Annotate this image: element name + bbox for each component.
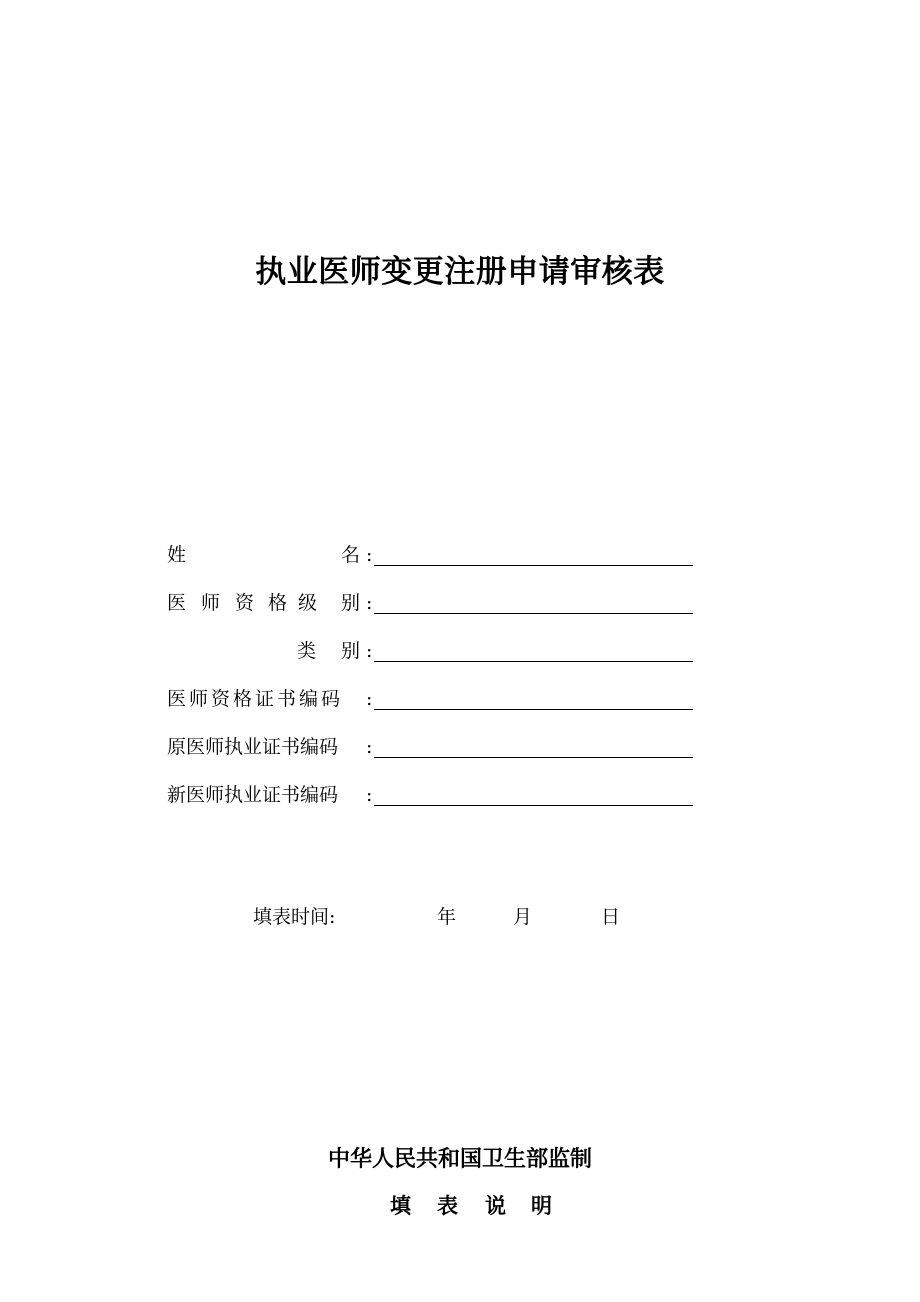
category-label	[167, 636, 373, 666]
qualification-level-label-char: 资	[235, 592, 255, 614]
category-label-char: 类	[297, 640, 317, 662]
qualification-level-label-char: 医	[167, 592, 187, 614]
name-label-char: 名	[341, 544, 361, 566]
old-practice-cert-no-label	[167, 732, 373, 762]
category-label-char: 别	[341, 640, 361, 662]
qualification-cert-no-field	[167, 684, 693, 714]
instructions-heading-char: 明	[531, 1194, 552, 1218]
colon: :	[366, 544, 373, 566]
category-input-line[interactable]	[374, 661, 693, 662]
qualification-cert-no-label	[167, 684, 373, 714]
fill-date-year: 年	[437, 906, 457, 928]
old-practice-cert-no-field	[167, 732, 693, 762]
instructions-heading	[0, 1190, 920, 1220]
fill-date-day: 日	[601, 906, 621, 928]
fill-date-month: 月	[513, 906, 533, 928]
new-practice-cert-no-field	[167, 780, 693, 810]
qualification-level-label	[167, 588, 373, 618]
qualification-level-field	[167, 588, 693, 618]
colon: :	[366, 688, 373, 710]
name-label	[167, 540, 373, 570]
new-practice-cert-no-label	[167, 780, 373, 810]
qualification-level-input-line[interactable]	[374, 613, 693, 614]
name-label-char: 姓	[167, 544, 187, 566]
qualification-cert-no-label-text: 医师资格证书编码	[167, 688, 344, 710]
qualification-level-label-char: 师	[201, 592, 221, 614]
supervisor-text: 中华人民共和国卫生部监制	[327, 1147, 592, 1172]
qualification-level-label-char: 级	[298, 592, 318, 614]
colon: :	[366, 640, 373, 662]
fill-date-row	[0, 902, 920, 932]
form-title: 执业医师变更注册申请审核表	[255, 254, 665, 290]
colon: :	[366, 592, 373, 614]
old-practice-cert-no-label-text: 原医师执业证书编码	[167, 736, 339, 758]
instructions-heading-char: 表	[437, 1194, 458, 1218]
qualification-cert-no-input-line[interactable]	[374, 709, 693, 710]
instructions-heading-char: 填	[390, 1194, 411, 1218]
colon: :	[366, 784, 373, 806]
instructions-heading-char: 说	[485, 1194, 506, 1218]
qualification-level-label-char: 格	[268, 592, 288, 614]
old-practice-cert-no-input-line[interactable]	[374, 757, 693, 758]
fill-date-label: 填表时间:	[253, 906, 336, 928]
name-field	[167, 540, 693, 570]
qualification-level-label-char: 别	[341, 592, 361, 614]
new-practice-cert-no-label-text: 新医师执业证书编码	[167, 784, 339, 806]
colon: :	[366, 736, 373, 758]
new-practice-cert-no-input-line[interactable]	[374, 805, 693, 806]
category-field	[167, 636, 693, 666]
name-input-line[interactable]	[374, 565, 693, 566]
